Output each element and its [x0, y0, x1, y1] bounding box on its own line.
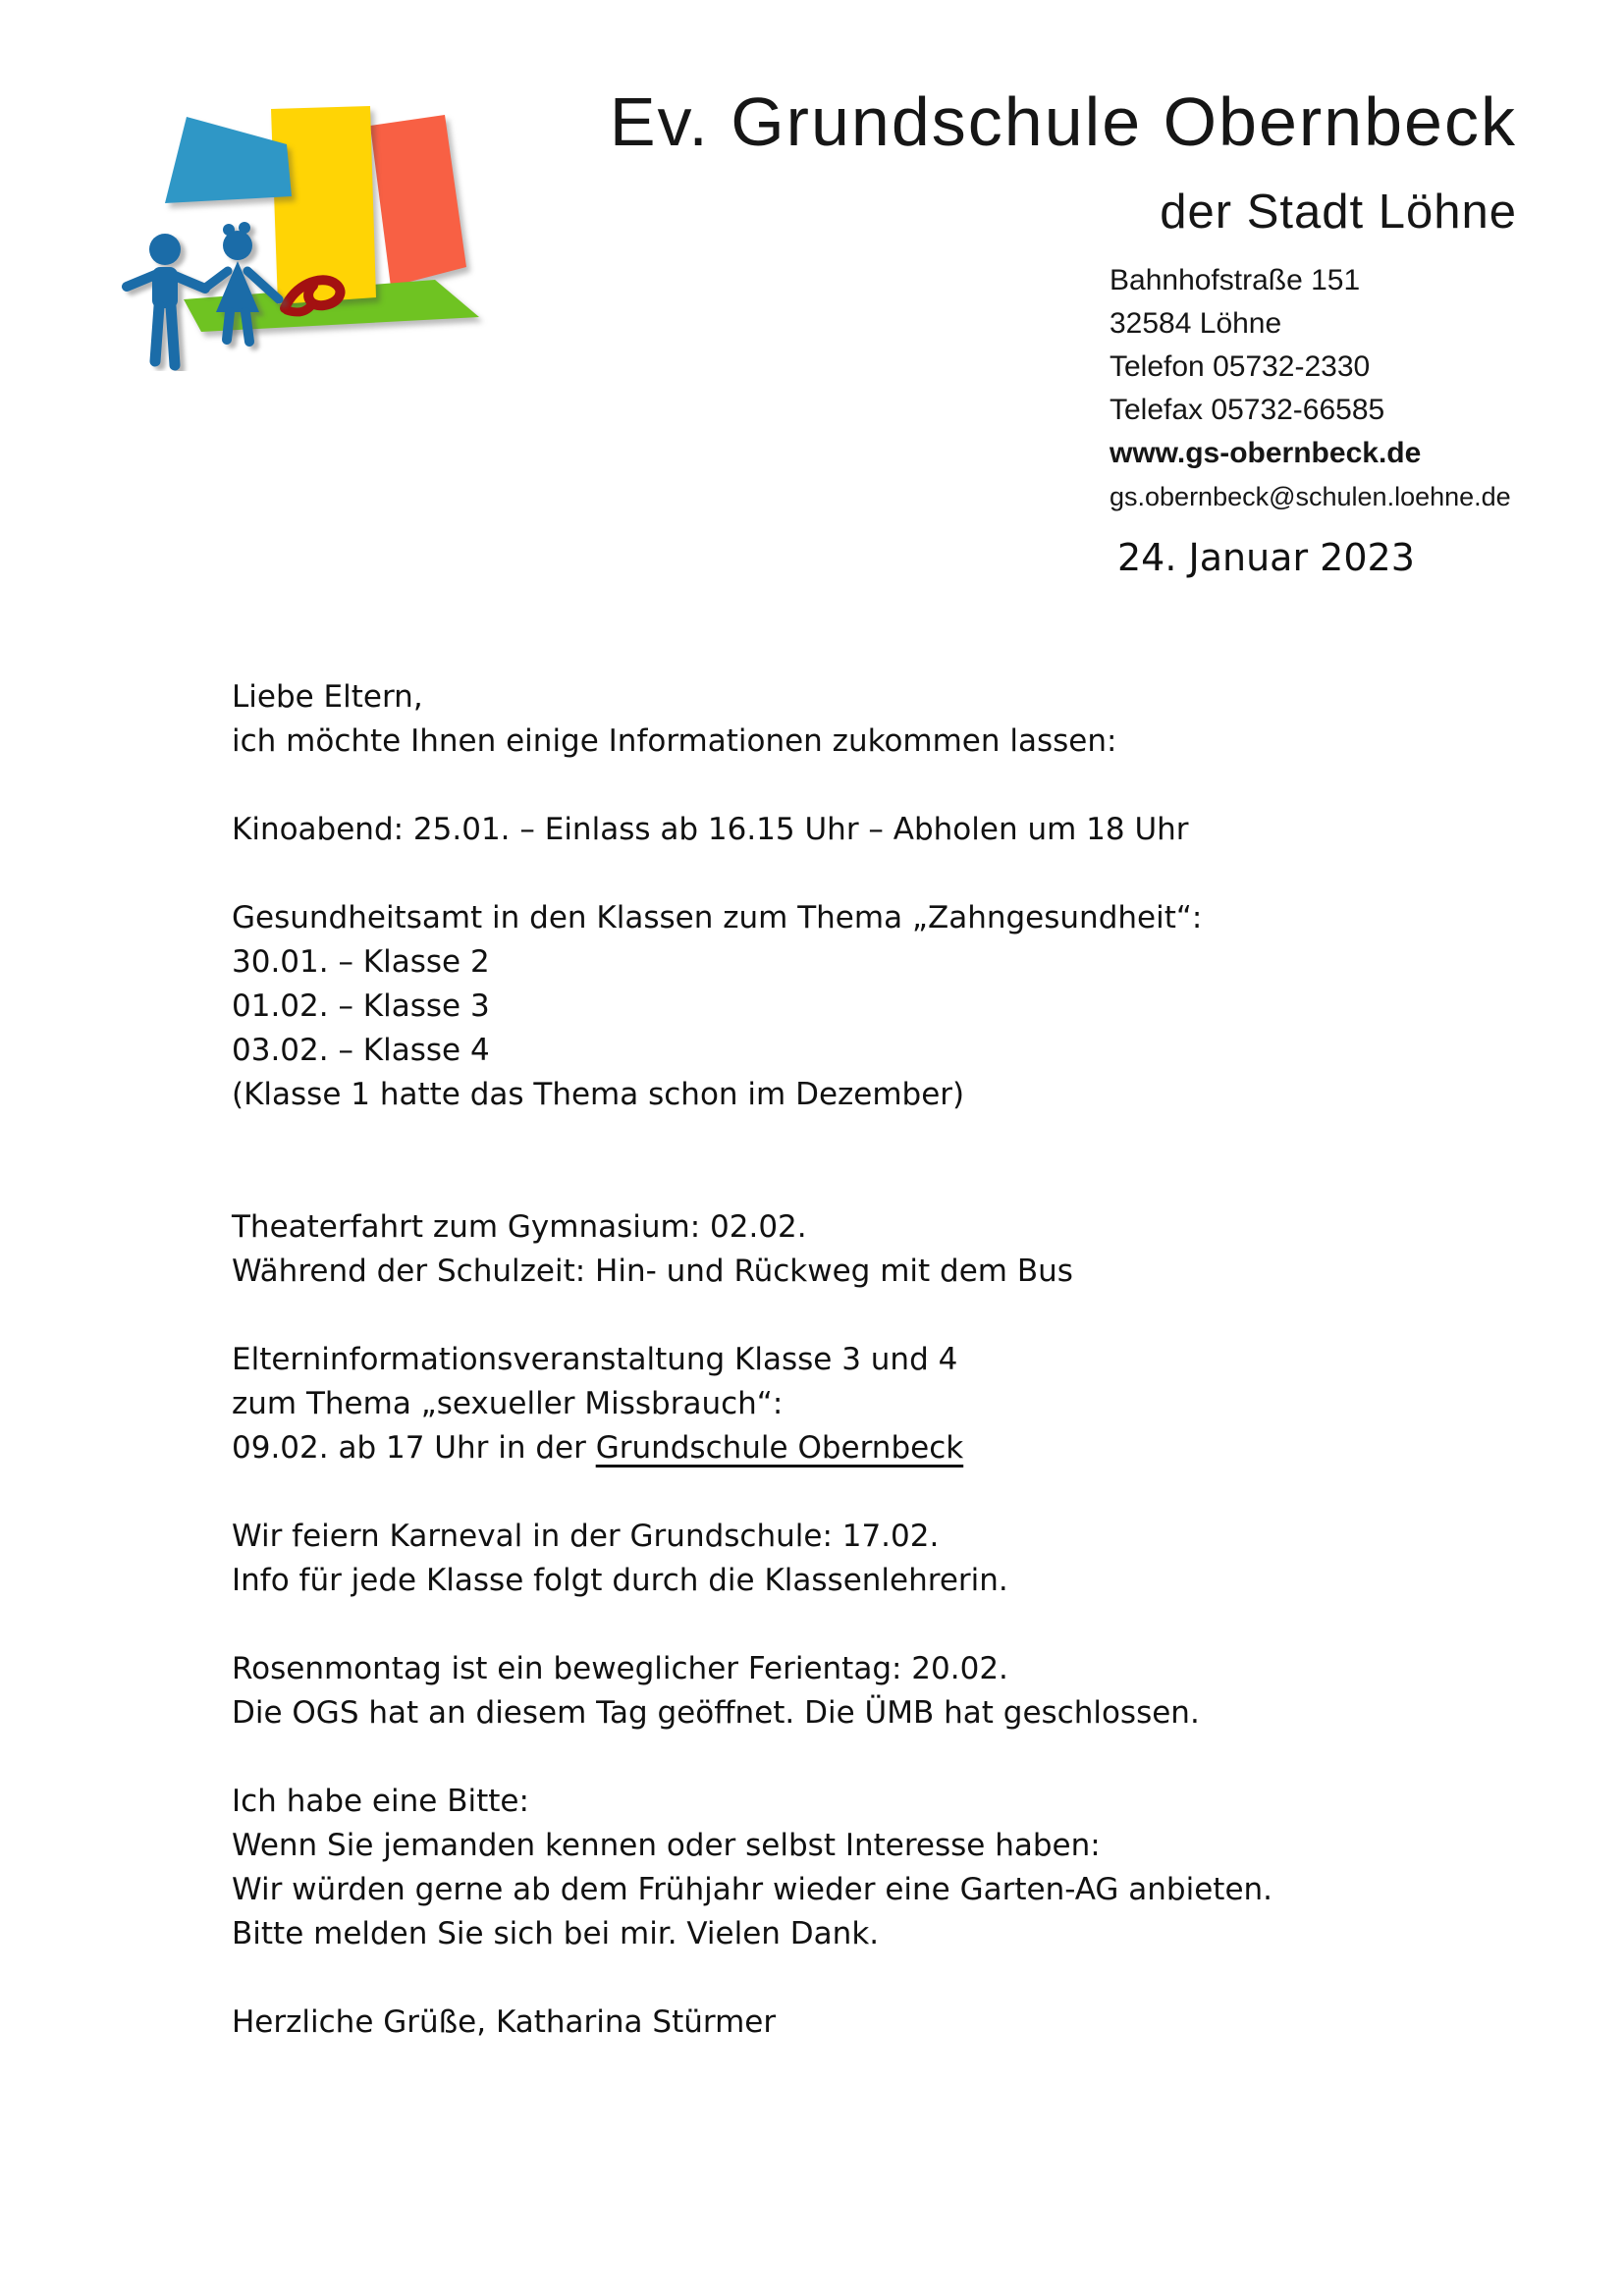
- logo-boy-right-leg: [171, 306, 175, 365]
- letter-text-run: 01.02. – Klasse 3: [232, 988, 490, 1024]
- letter-text-run: 03.02. – Klasse 4: [232, 1033, 490, 1068]
- letter-line: [232, 808, 1547, 852]
- letter-line: [232, 1559, 1547, 1603]
- letter-line: [232, 1515, 1547, 1559]
- letter-line: [232, 940, 1547, 985]
- letter-paragraph: [232, 1647, 1547, 1735]
- letter-text-run: Wenn Sie jemanden kennen oder selbst Interesse haben:: [232, 1828, 1101, 1863]
- address-phone: Telefon 05732-2330: [1110, 350, 1371, 383]
- letter-text-run: Die OGS hat an diesem Tag geöffnet. Die ÜMB hat geschlossen.: [232, 1695, 1200, 1731]
- letter-text-run: Kinoabend: 25.01. – Einlass ab 16.15 Uhr – Abholen um 18 Uhr: [232, 812, 1189, 847]
- letter-line: [232, 1338, 1547, 1382]
- letter-text-run: Während der Schulzeit: Hin- und Rückweg mit dem Bus: [232, 1254, 1073, 1289]
- school-logo: [110, 86, 493, 371]
- letter-paragraph: [232, 1780, 1547, 1956]
- letter-line: [232, 1780, 1547, 1824]
- letter-line: [232, 1691, 1547, 1735]
- letter-line: [232, 1647, 1547, 1691]
- letter-text-run: (Klasse 1 hatte das Thema schon im Dezember): [232, 1077, 965, 1112]
- logo-boy-head: [149, 234, 181, 265]
- letter-line: [232, 1029, 1547, 1073]
- letter-line: [232, 1073, 1547, 1117]
- letter-text-run: 09.02. ab 17 Uhr in der: [232, 1430, 596, 1466]
- letter-paragraph: [232, 1205, 1547, 1294]
- letter-line: [232, 1205, 1547, 1250]
- letter-text-run: Gesundheitsamt in den Klassen zum Thema „Zahngesundheit“:: [232, 900, 1203, 935]
- logo-boy-left-leg: [155, 306, 159, 361]
- letter-date: 24. Januar 2023: [1117, 536, 1415, 579]
- address-website: www.gs-obernbeck.de: [1110, 437, 1422, 469]
- letter-line: [232, 2001, 1547, 2045]
- letter-paragraph: [232, 675, 1547, 764]
- address-email: gs.obernbeck@schulen.loehne.de: [1110, 482, 1511, 511]
- letter-body: [232, 675, 1547, 2089]
- letter-text-run: Wir würden gerne ab dem Frühjahr wieder eine Garten-AG anbieten.: [232, 1872, 1273, 1907]
- letter-paragraph: [232, 1515, 1547, 1603]
- letter-line: [232, 1382, 1547, 1426]
- letter-paragraph: [232, 1338, 1547, 1470]
- letter-text-run: Liebe Eltern,: [232, 679, 423, 715]
- letter-text-run: Ich habe eine Bitte:: [232, 1784, 529, 1819]
- logo-girl-right-leg: [245, 312, 249, 342]
- letter-text-run: zum Thema „sexueller Missbrauch“:: [232, 1386, 784, 1421]
- letter-text-run: ich möchte Ihnen einige Informationen zukommen lassen:: [232, 723, 1117, 759]
- letter-text-run: 30.01. – Klasse 2: [232, 944, 490, 980]
- address-block: [1110, 259, 1511, 518]
- logo-yellow-panel: [271, 106, 376, 304]
- letter-text-run: Rosenmontag ist ein beweglicher Ferientag: 20.02.: [232, 1651, 1008, 1686]
- letter-line: [232, 1912, 1547, 1956]
- letter-paragraph: [232, 808, 1547, 852]
- logo-boy-left-arm: [127, 275, 155, 287]
- logo-girl-left-leg: [227, 312, 230, 340]
- letter-line: [232, 1868, 1547, 1912]
- letter-text-run: Elterninformationsveranstaltung Klasse 3 und 4: [232, 1342, 958, 1377]
- school-name: Ev. Grundschule Obernbeck: [609, 83, 1517, 160]
- letter-text-run: Wir feiern Karneval in der Grundschule: 17.02.: [232, 1519, 940, 1554]
- letter-text-run: Herzliche Grüße, Katharina Stürmer: [232, 2004, 777, 2040]
- school-subtitle: der Stadt Löhne: [1160, 186, 1517, 239]
- logo-red-panel: [370, 115, 466, 287]
- letter-text-run: Theaterfahrt zum Gymnasium: 02.02.: [232, 1209, 807, 1245]
- letter-line: [232, 675, 1547, 720]
- underlined-text: Grundschule Obernbeck: [595, 1430, 964, 1466]
- letter-line: [232, 1824, 1547, 1868]
- address-fax: Telefax 05732-66585: [1110, 394, 1385, 426]
- letter-line: [232, 1250, 1547, 1294]
- address-city: 32584 Löhne: [1110, 307, 1282, 340]
- letter-line: [232, 985, 1547, 1029]
- letter-text-run: Info für jede Klasse folgt durch die Klassenlehrerin.: [232, 1563, 1008, 1598]
- logo-girl-left-arm: [204, 271, 228, 289]
- letter-line: [232, 896, 1547, 940]
- logo-girl-dress: [216, 261, 259, 312]
- letter-line: [232, 1426, 1547, 1470]
- letter-paragraph: [232, 896, 1547, 1117]
- logo-children-figures: [127, 222, 279, 365]
- logo-girl-head: [223, 231, 252, 260]
- letter-text-run: Bitte melden Sie sich bei mir. Vielen Dank.: [232, 1916, 880, 1951]
- letter-paragraph: [232, 2001, 1547, 2045]
- address-street: Bahnhofstraße 151: [1110, 264, 1361, 296]
- letter-line: [232, 720, 1547, 764]
